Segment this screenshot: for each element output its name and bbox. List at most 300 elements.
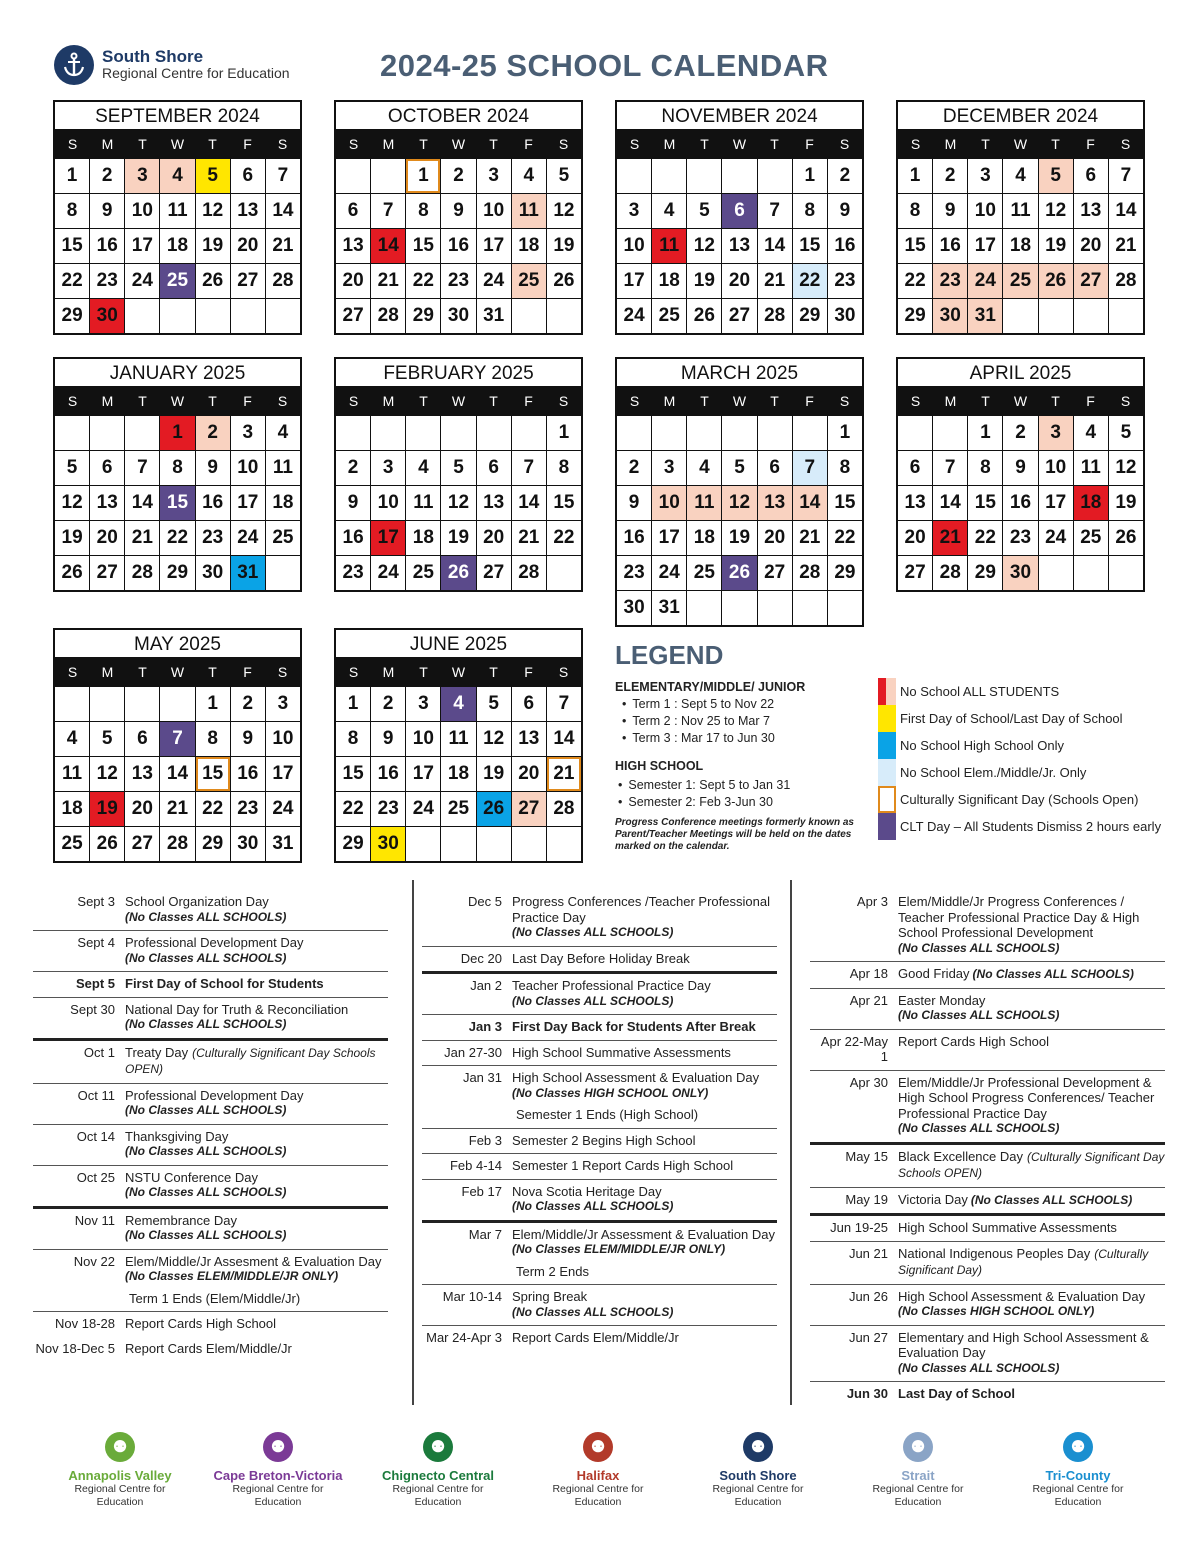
- event-description: [125, 1002, 388, 1033]
- calendar-day: 28: [792, 556, 827, 590]
- calendar-day: 30: [1002, 556, 1037, 590]
- event-note: (No Classes HIGH SCHOOL ONLY): [512, 1085, 709, 1100]
- calendar-day: 21: [932, 521, 967, 555]
- hs-terms: [618, 777, 790, 811]
- legend-title: LEGEND: [615, 640, 724, 670]
- event-note: (No Classes ALL SCHOOLS): [125, 1017, 287, 1031]
- calendar-day: 18: [686, 521, 721, 555]
- legend-key-label: No School ALL STUDENTS: [900, 684, 1060, 699]
- calendar-day: 19: [721, 521, 756, 555]
- weekday-label: M: [382, 136, 395, 152]
- calendar-day: [124, 416, 159, 450]
- weekday-label: T: [770, 136, 779, 152]
- calendar-day: 19: [195, 229, 230, 263]
- weekday-label: S: [558, 136, 569, 152]
- calendar-day: 7: [546, 687, 581, 721]
- month-name: JANUARY 2025: [55, 359, 300, 388]
- event-title: National Indigenous Peoples Day: [898, 1245, 1091, 1261]
- calendar-day: 27: [721, 299, 756, 333]
- calendar-day: 6: [347, 200, 359, 221]
- region-name: South Shore: [719, 1468, 797, 1483]
- event-note: (No Classes ALL SCHOOLS): [898, 1360, 1060, 1375]
- calendar-day: 20: [721, 264, 756, 298]
- weekday-label: W: [732, 393, 747, 409]
- calendar-week: [336, 263, 581, 298]
- calendar-day: 3: [230, 416, 265, 450]
- region-logo-icon: ⚉: [743, 1432, 773, 1462]
- calendar-week: [336, 298, 581, 333]
- calendar-day: 11: [651, 229, 686, 263]
- calendar-day: 19: [1108, 486, 1143, 520]
- event-title: Report Cards High School: [125, 1316, 277, 1331]
- calendar-day: 6: [757, 451, 792, 485]
- calendar-week: [336, 520, 581, 555]
- weekday-label: S: [910, 136, 921, 152]
- calendar-day: 29: [405, 299, 440, 333]
- calendar-day: 15: [61, 235, 83, 256]
- calendar-day: 21: [124, 521, 159, 555]
- month-calendar: [896, 100, 1145, 335]
- calendar-day: 20: [124, 792, 159, 826]
- event-note: (Culturally Significant Day): [898, 1246, 1149, 1277]
- calendar-day: 31: [651, 591, 686, 625]
- weekday-label: M: [101, 136, 114, 152]
- calendar-day: 20: [757, 521, 792, 555]
- legend-swatch: [878, 678, 896, 705]
- event-description: [512, 1227, 777, 1280]
- weekday-label: T: [489, 136, 498, 152]
- event-note: (Culturally Significant Day Schools OPEN): [898, 1149, 1165, 1180]
- event-date: Jun 19-25: [830, 1220, 888, 1235]
- event-title: High School Summative Assessments: [512, 1044, 731, 1060]
- calendar-week: [898, 263, 1143, 298]
- calendar-day: 17: [230, 486, 265, 520]
- weekday-label: S: [67, 664, 78, 680]
- calendar-week: [55, 756, 300, 791]
- event-description: [125, 1088, 388, 1119]
- event-date: Jun 30: [846, 1386, 888, 1401]
- calendar-day: 29: [61, 305, 83, 326]
- calendar-day: 13: [721, 229, 756, 263]
- calendar-day: 27: [904, 562, 926, 583]
- calendar-day: 28: [757, 299, 792, 333]
- calendar-day: 19: [89, 792, 124, 826]
- calendar-day: 10: [124, 194, 159, 228]
- calendar-day: 24: [405, 792, 440, 826]
- weekday-header: [336, 131, 581, 158]
- event-date: Nov 11: [74, 1212, 115, 1228]
- calendar-day: 23: [370, 792, 405, 826]
- calendar-day: 15: [195, 757, 230, 791]
- calendar-day: 26: [1038, 264, 1073, 298]
- weekday-header: [898, 388, 1143, 415]
- event-date: Oct 14: [76, 1128, 115, 1144]
- weekday-header: [617, 131, 862, 158]
- calendar-day: 4: [1002, 159, 1037, 193]
- calendar-day: 29: [792, 299, 827, 333]
- calendar-day: 1: [546, 416, 581, 450]
- month-name: MARCH 2025: [617, 359, 862, 388]
- weekday-label: W: [451, 393, 466, 409]
- calendar-day: 25: [511, 264, 546, 298]
- calendar-day: 23: [827, 264, 862, 298]
- calendar-day: 30: [827, 299, 862, 333]
- event-title: Thanksgiving Day: [125, 1128, 229, 1144]
- month-calendar: [53, 100, 302, 335]
- weekday-label: S: [348, 393, 359, 409]
- calendar-day: 20: [89, 521, 124, 555]
- event-row: [33, 1337, 388, 1362]
- calendar-day: 25: [405, 556, 440, 590]
- calendar-day: 8: [405, 194, 440, 228]
- region-name: Cape Breton-Victoria: [213, 1468, 343, 1483]
- calendar-day: [546, 299, 581, 333]
- footer-logo: [50, 1432, 190, 1509]
- event-note: (No Classes ALL SCHOOLS): [512, 1199, 674, 1213]
- calendar-day: 11: [1002, 194, 1037, 228]
- event-row: [422, 1041, 777, 1067]
- month-name: FEBRUARY 2025: [336, 359, 581, 388]
- calendar-day: 14: [546, 722, 581, 756]
- region-subtitle: Regional Centre for Education: [1032, 1483, 1124, 1508]
- event-row: [810, 1188, 1165, 1217]
- calendar-day: [159, 687, 194, 721]
- calendar-day: [440, 416, 475, 450]
- event-title: NSTU Conference Day: [125, 1169, 258, 1185]
- calendar-day: 22: [159, 521, 194, 555]
- calendar-day: 4: [159, 159, 194, 193]
- weekday-label: T: [1051, 136, 1060, 152]
- event-title: High School Assessment & Evaluation Day: [898, 1288, 1146, 1304]
- month-name: NOVEMBER 2024: [617, 102, 862, 131]
- month-calendar: [615, 100, 864, 335]
- calendar-day: 16: [230, 757, 265, 791]
- calendar-day: 10: [967, 194, 1002, 228]
- weekday-label: S: [348, 136, 359, 152]
- legend-term: • Term 1 : Sept 5 to Nov 22: [622, 696, 775, 713]
- event-date: Jun 27: [848, 1329, 888, 1345]
- calendar-day: 19: [61, 527, 83, 548]
- calendar-day: 22: [546, 521, 581, 555]
- calendar-day: 1: [159, 416, 194, 450]
- calendar-day: [89, 416, 124, 450]
- calendar-day: 23: [1002, 521, 1037, 555]
- calendar-day: 3: [651, 451, 686, 485]
- calendar-day: [686, 159, 721, 193]
- calendar-day: 18: [405, 521, 440, 555]
- weekday-label: S: [277, 136, 288, 152]
- event-note: (No Classes ALL SCHOOLS): [125, 1185, 287, 1199]
- calendar-day: 29: [827, 556, 862, 590]
- event-description: [512, 951, 777, 967]
- weekday-label: T: [1051, 393, 1060, 409]
- calendar-day: 22: [342, 798, 364, 819]
- legend-key-label: Culturally Significant Day (Schools Open): [900, 792, 1139, 807]
- calendar-week: [55, 193, 300, 228]
- event-row: [33, 1209, 388, 1250]
- calendar-day: 21: [265, 229, 300, 263]
- event-date: Jan 3: [468, 1019, 502, 1034]
- calendar-day: 14: [124, 486, 159, 520]
- weekday-label: T: [700, 136, 709, 152]
- calendar-day: 12: [546, 194, 581, 228]
- region-subtitle: Regional Centre for Education: [712, 1483, 804, 1508]
- calendar-day: 3: [265, 687, 300, 721]
- event-title: Elementary and High School Assessment & Evaluation Day: [898, 1329, 1149, 1360]
- calendar-day: [721, 159, 756, 193]
- calendar-day: 30: [195, 556, 230, 590]
- weekday-header: [55, 659, 300, 686]
- event-title: Semester 2 Begins High School: [512, 1132, 696, 1148]
- event-row: [810, 1216, 1165, 1242]
- calendar-day: 2: [195, 416, 230, 450]
- event-date: Sept 4: [77, 935, 115, 950]
- calendar-day: 23: [342, 562, 364, 583]
- calendar-day: [546, 556, 581, 590]
- region-logo-icon: ⚉: [903, 1432, 933, 1462]
- event-date: Feb 3: [468, 1132, 502, 1148]
- calendar-day: 25: [1073, 521, 1108, 555]
- weekday-label: M: [382, 393, 395, 409]
- calendar-day: 18: [440, 757, 475, 791]
- event-row: [810, 1382, 1165, 1407]
- elem-heading: ELEMENTARY/MIDDLE/ JUNIOR: [615, 680, 806, 694]
- weekday-label: T: [419, 664, 428, 680]
- weekday-label: T: [700, 393, 709, 409]
- page-title: 2024-25 SCHOOL CALENDAR: [380, 48, 829, 83]
- calendar-day: 9: [195, 451, 230, 485]
- weekday-label: S: [67, 136, 78, 152]
- weekday-label: S: [1120, 136, 1131, 152]
- weekday-label: S: [910, 393, 921, 409]
- calendar-week: [898, 485, 1143, 520]
- calendar-week: [336, 450, 581, 485]
- weekday-label: W: [732, 136, 747, 152]
- footer-logo: [528, 1432, 668, 1509]
- footer-logo: [368, 1432, 508, 1509]
- calendar-day: 22: [792, 264, 827, 298]
- calendar-day: 26: [89, 827, 124, 861]
- calendar-day: 4: [686, 451, 721, 485]
- weekday-label: S: [277, 393, 288, 409]
- calendar-day: 26: [440, 556, 475, 590]
- weekday-label: F: [524, 393, 533, 409]
- event-description: [512, 1045, 777, 1061]
- legend-key-row: [878, 759, 1178, 786]
- event-row: [810, 1030, 1165, 1071]
- legend-key-label: No School High School Only: [900, 738, 1065, 753]
- calendar-day: [511, 299, 546, 333]
- event-row: [810, 1326, 1165, 1383]
- event-title: Report Cards High School: [898, 1033, 1050, 1049]
- calendar-day: 14: [1108, 194, 1143, 228]
- calendar-day: [195, 299, 230, 333]
- region-subtitle: Regional Centre for Education: [872, 1483, 964, 1508]
- weekday-label: M: [382, 664, 395, 680]
- event-date: Nov 18-28: [55, 1316, 115, 1331]
- calendar-day: 5: [66, 457, 78, 478]
- event-row: [810, 962, 1165, 989]
- calendar-day: 5: [721, 451, 756, 485]
- weekday-label: W: [451, 136, 466, 152]
- calendar-day: 10: [476, 194, 511, 228]
- event-date: Nov 18-Dec 5: [35, 1340, 115, 1356]
- weekday-label: W: [1013, 136, 1028, 152]
- event-note: (No Classes ALL SCHOOLS): [898, 1008, 1060, 1022]
- calendar-day: 2: [347, 457, 359, 478]
- weekday-header: [336, 659, 581, 686]
- event-date: Apr 3: [856, 894, 888, 909]
- event-note: (No Classes ELEM/MIDDLE/JR ONLY): [512, 1242, 726, 1256]
- calendar-day: 5: [686, 194, 721, 228]
- calendar-week: [55, 826, 300, 861]
- calendar-day: 24: [1038, 521, 1073, 555]
- event-title: Victoria Day: [898, 1191, 968, 1207]
- calendar-day: 27: [511, 792, 546, 826]
- event-row: [422, 974, 777, 1015]
- calendar-day: 12: [195, 194, 230, 228]
- calendar-day: 23: [440, 264, 475, 298]
- calendar-day: 25: [440, 792, 475, 826]
- month-calendar: [615, 357, 864, 627]
- calendar-day: 27: [230, 264, 265, 298]
- column-divider: [790, 880, 792, 1405]
- event-row: [33, 1250, 388, 1313]
- weekday-label: M: [663, 393, 676, 409]
- event-description: [512, 1289, 777, 1320]
- calendar-day: 7: [1108, 159, 1143, 193]
- events-column-3: [810, 890, 1165, 1407]
- event-extra: Term 2 Ends: [516, 1263, 589, 1279]
- region-subtitle: Regional Centre for Education: [392, 1483, 484, 1508]
- month-name: APRIL 2025: [898, 359, 1143, 388]
- calendar-day: 23: [195, 521, 230, 555]
- calendar-day: 18: [159, 229, 194, 263]
- calendar-day: 7: [124, 451, 159, 485]
- calendar-day: 15: [827, 486, 862, 520]
- event-title: First Day of School for Students: [125, 976, 324, 991]
- calendar-day: 7: [370, 194, 405, 228]
- event-note: (No Classes ALL SCHOOLS): [512, 1304, 674, 1319]
- event-note: (Culturally Significant Day Schools OPEN): [125, 1045, 376, 1076]
- calendar-day: 25: [265, 521, 300, 555]
- event-date: Jun 26: [848, 1288, 888, 1304]
- calendar-day: 5: [1038, 159, 1073, 193]
- event-title: Report Cards Elem/Middle/Jr: [512, 1330, 679, 1345]
- calendar-day: 21: [511, 521, 546, 555]
- weekday-label: T: [138, 664, 147, 680]
- calendar-day: 23: [932, 264, 967, 298]
- calendar-day: 6: [89, 451, 124, 485]
- calendar-day: [1038, 299, 1073, 333]
- weekday-header: [898, 131, 1143, 158]
- event-description: [125, 976, 388, 992]
- event-title: National Day for Truth & Reconciliation: [125, 1001, 349, 1017]
- region-logo-icon: ⚉: [1063, 1432, 1093, 1462]
- calendar-day: 30: [623, 597, 645, 618]
- event-title: Last Day Before Holiday Break: [512, 950, 690, 966]
- calendar-day: 16: [195, 486, 230, 520]
- calendar-day: 12: [1108, 451, 1143, 485]
- calendar-week: [898, 520, 1143, 555]
- calendar-week: [336, 686, 581, 721]
- calendar-day: [651, 416, 686, 450]
- weekday-label: S: [629, 136, 640, 152]
- calendar-week: [898, 555, 1143, 590]
- event-note: (No Classes ALL SCHOOLS): [512, 993, 674, 1008]
- legend-term: • Semester 1: Sept 5 to Jan 31: [618, 777, 790, 794]
- event-note: (No Classes ALL SCHOOLS): [125, 950, 287, 965]
- calendar-day: 14: [932, 486, 967, 520]
- region-subtitle: Regional Centre for Education: [232, 1483, 324, 1508]
- event-extra: Term 1 Ends (Elem/Middle/Jr): [129, 1290, 301, 1306]
- event-note: (No Classes ALL SCHOOLS): [898, 940, 1060, 955]
- calendar-day: 17: [1038, 486, 1073, 520]
- calendar-day: 8: [159, 451, 194, 485]
- event-row: [33, 890, 388, 931]
- column-divider: [412, 880, 414, 1405]
- event-title: Professional Development Day: [125, 1087, 304, 1103]
- weekday-label: F: [243, 136, 252, 152]
- calendar-day: 15: [405, 229, 440, 263]
- calendar-day: 12: [440, 486, 475, 520]
- calendar-day: [370, 159, 405, 193]
- calendar-day: 18: [1073, 486, 1108, 520]
- event-title: Elem/Middle/Jr Progress Conferences / Teacher Professional Practice Day & High School Professional Development: [898, 894, 1140, 940]
- calendar-day: 20: [1073, 229, 1108, 263]
- calendar-week: [898, 228, 1143, 263]
- event-title: Spring Break: [512, 1289, 588, 1304]
- event-title: First Day Back for Students After Break: [512, 1019, 756, 1034]
- legend-key-row: [878, 705, 1178, 732]
- event-title: Professional Development Day: [125, 935, 304, 950]
- event-row: [810, 1071, 1165, 1145]
- calendar-day: 2: [89, 159, 124, 193]
- event-row: [422, 1223, 777, 1286]
- calendar-day: 1: [195, 687, 230, 721]
- legend-term: • Term 2 : Nov 25 to Mar 7: [622, 713, 775, 730]
- calendar-day: 25: [159, 264, 194, 298]
- calendar-day: 10: [370, 486, 405, 520]
- calendar-day: 6: [1073, 159, 1108, 193]
- calendar-day: 3: [370, 451, 405, 485]
- event-row: [422, 1154, 777, 1180]
- calendar-day: 9: [628, 492, 640, 513]
- calendar-day: 12: [721, 486, 756, 520]
- event-note: (No Classes HIGH SCHOOL ONLY): [898, 1304, 1095, 1318]
- calendar-day: 22: [61, 270, 83, 291]
- calendar-day: 4: [440, 687, 475, 721]
- calendar-day: 25: [61, 833, 83, 854]
- calendar-day: [686, 416, 721, 450]
- weekday-label: F: [524, 136, 533, 152]
- calendar-day: 28: [511, 556, 546, 590]
- region-name: Halifax: [576, 1468, 620, 1483]
- calendar-day: 30: [932, 299, 967, 333]
- calendar-day: 27: [1073, 264, 1108, 298]
- event-description: [898, 1192, 1165, 1209]
- event-description: [125, 935, 388, 966]
- calendar-day: 28: [124, 556, 159, 590]
- month-calendar: [334, 100, 583, 335]
- calendar-week: [55, 298, 300, 333]
- calendar-day: 13: [230, 194, 265, 228]
- event-description: [125, 1170, 388, 1201]
- event-date: Sept 30: [70, 1001, 115, 1017]
- calendar-day: 2: [440, 159, 475, 193]
- calendar-day: 28: [932, 556, 967, 590]
- calendar-day: 18: [511, 229, 546, 263]
